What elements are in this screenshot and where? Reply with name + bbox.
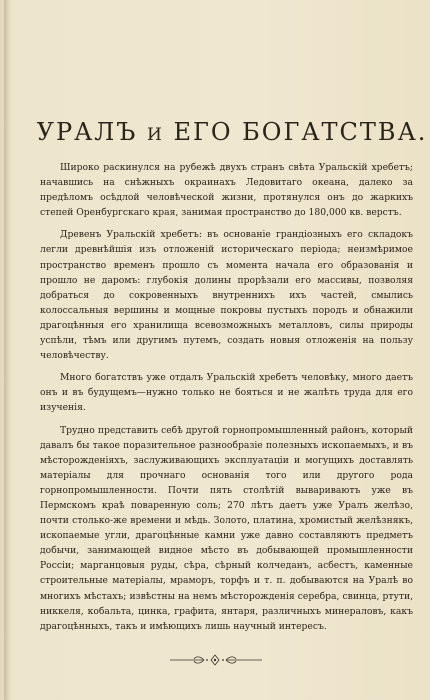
paragraph-1: Широко раскинулся на рубежѣ двухъ странъ свѣта Уральскій хребетъ; начавшись на снѣжныхъ окраинахъ Ледовитаго океана, далеко за предѣломъ осѣдлой человѣческой жизни, протянулся онъ до жаркихъ степей Оренбургскаго края, занимая пространство до 180,000 кв. верстъ. [40, 162, 413, 219]
page-title: УРАЛЪ и ЕГО БОГАТСТВА. [36, 118, 428, 146]
floral-divider-icon [0, 653, 430, 667]
paragraph-4: Трудно представить себѣ другой горнопромышленный районъ, который давалъ бы такое поразительное разнообразіе полезныхъ ископаемыхъ, и въ мѣсторожденіяхъ, заслуживающихъ эксплуатаціи и могущихъ доставлять матеріалы для прочнаго основанія того или другого рода горнопромышленности. Почти пять столѣтій вывариваютъ уже въ Пермскомъ краѣ поваренную соль; 270 лѣтъ даетъ уже Уралъ желѣзо, почти столько-же времени и мѣдь. Золото, платина, хромистый желѣзнякъ, ископаемые угли, драгоцѣнные камни уже давно составляютъ предметъ добычи, занимающей видное мѣсто въ добывающей промышленности Россіи; марганцовыя руды, сѣра, сѣрный колчеданъ, асбестъ, каменные строительные матеріалы, мраморъ, торфъ и т. п. добываются на Уралѣ во многихъ мѣстахъ; извѣстны на немъ мѣсторожденія серебра, свинца, ртути, никкеля, кобальта, цинка, графита, янтаря, различныхъ минераловъ, какъ драгоцѣнныхъ, такъ и имѣющихъ лишь научный интересъ. [40, 424, 413, 632]
paragraph-3: Много богатствъ уже отдалъ Уральскій хребетъ человѣку, много даетъ онъ и въ будущемъ—нужно только не бояться и не жалѣть труда для его изученія. [40, 372, 413, 414]
paragraph-2: Древенъ Уральскій хребетъ: въ основаніе грандіозныхъ его складокъ легли древнѣйшія изъ отложеній историческаго періода; неизмѣримое пространство временъ прошло съ момента начала его образованія и прошло не даромъ: глубокія долины прорѣзали его массивы, позволяя добраться до сокровенныхъ внутреннихъ ихъ частей, смылись колоссальныя вершины и мощные покровы пустыхъ породъ и обнажили драгоцѣнныя его хранилища всевозможныхъ металловъ, силы природы успѣли, тѣмъ или другимъ путемъ, создать новыя отложенія на пользу человѣчеству. [40, 229, 413, 362]
body-text [40, 160, 413, 641]
title-block [0, 118, 430, 146]
